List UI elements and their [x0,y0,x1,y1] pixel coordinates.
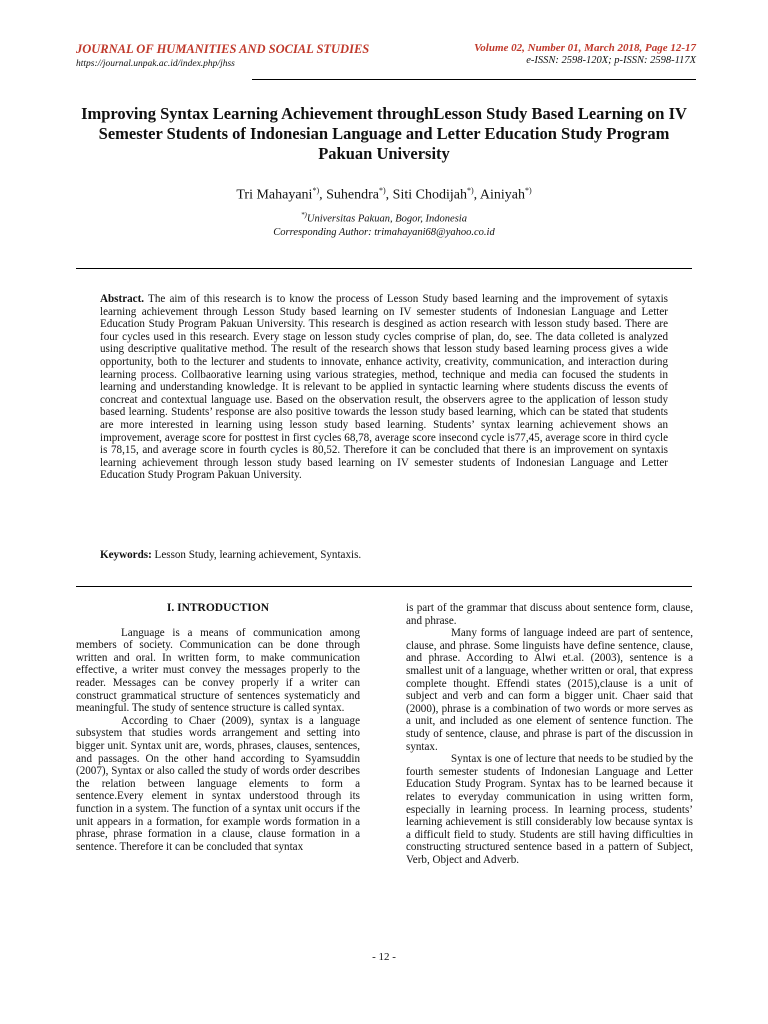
author-separator: , [473,187,480,203]
volume-info: Volume 02, Number 01, March 2018, Page 12-17 [474,42,696,54]
page-number: - 12 - [372,951,396,963]
affiliation-text: Universitas Pakuan, Bogor, Indonesia [306,213,467,225]
body-paragraph-continuation: is part of the grammar that discuss about sentence form, clause, and phrase. [406,602,693,627]
journal-header-right [474,42,696,66]
paper-title: Improving Syntax Learning Achievement throughLesson Study Based Learning on IV Semester Students of Indonesian Language and Letter Education Study Program Pakuan University [81,104,687,163]
body-paragraph: According to Chaer (2009), syntax is a language subsystem that studies words arrangement and setting into bigger unit. Syntax unit are, words, phrases, clauses, sentences, and passages. On the other hand according to Syamsuddin (2007), Syntax or also called the study of words order describes the relation between language elements to form a sentence.Every element in syntax understood through its function in a system. The function of a syntax unit occurs if the unit appears in a formation, for example words formation in a phrase, phrase formation in a clause, clause formation in a sentence. Therefore it can be concluded that syntax [76,714,360,853]
author-separator: , [319,187,327,203]
body-paragraph: Language is a means of communication among members of society. Communication can be done through written and oral. In written form, to make communication effective, a writer must convey the messages properly to the reader. Messages can be convey properly if a writer can construct grammatical structure of sentences systematicly and meaningful. The study of sentence structure is called syntax. [76,626,360,715]
affiliation-mark: *) [301,211,307,219]
right-column [406,602,693,866]
abstract-text: The aim of this research is to know the process of Lesson Study based learning and the improvement of sytaxis learning achievement through Lesson Study based learning on IV semester students of Indonesian Language and Letter Education Study Program Pakuan University. This research is desgined as action research with lesson study based. There are four cycles used in this research. Every stage on lesson study cycles comprise of plan, do, see. The data colleted is analyzed using descriptive qualitative method. The result of the research shows that lesson study based learning process gives a wide opportunity, both to the lecturer and students to innovate, enhance activity, creativity, communication, and interaction during learning process. Collbaorative learning using various strategies, method, technique and media can focused the students in learning and understanding knowledge. It is relevant to be applied in syntactic learning where students discuss the events of concreat and contextual language use. Based on the observation result, the observers agree to the application of lesson study based learning. Students’ response are also positive towards the lesson study based learning, which can be stated that students are more interested in learning using lesson study based learning. Students’ syntax learning achievement shows an improvement, average score for posttest in first cycles 68,78, average score insecond cycle is77,45, average score in third cycle is 78,15, and average score in fourth cycles is 80,52. Therefore it can be concluded that there is an improvement on syntaxis learning achievement through lesson study based learning on IV semester students of Indonesian Language and Letter Education Study Program Pakuan University. [100,293,669,482]
author-mark: *) [466,186,474,195]
abstract [100,293,668,482]
abstract-bottom-divider [76,586,692,587]
author-mark: *) [524,186,532,195]
abstract-top-divider [76,268,692,269]
body-paragraph: Many forms of language indeed are part of sentence, clause, and phrase. Some linguists have define sentence, clause, and phrase. According to Alwi et.al. (2003), sentence is a smallest unit of a language, whether written or oral, that express complete thought. Effendi states (2015),clause is a unit of subject and verb and can form a bigger unit. Chaer said that (2000), phrase is a combination of two words or more serves as a unit, and included as one element of sentence function. The study of sentence, clause, and phrase is part of the discussion in syntax. [406,627,693,753]
author-name: Ainiyah [479,187,525,203]
journal-header-left [76,42,369,69]
section-heading: I. INTRODUCTION [166,602,270,614]
header-divider [252,79,696,80]
abstract-label: Abstract. [100,293,145,305]
issn-info: e-ISSN: 2598-120X; p-ISSN: 2598-117X [526,55,696,66]
corresponding-author: Corresponding Author: trimahayani68@yahoo.co.id [273,227,495,238]
keywords-text: Lesson Study, learning achievement, Syntaxis. [154,549,362,561]
author-name: Siti Chodijah [392,187,467,203]
body-paragraph: Syntax is one of lecture that needs to be studied by the fourth semester students of Indonesian Language and Letter Education Study Program. Syntax has to be learned because it relates to everyday communication in using written form, especially in learning process. In learning process, students’ learning achievement is still considerably low because syntax is a difficult field to study. Students are still having difficulties in constructing structured sentence based in a pattern of Subject, Verb, Object and Adverb. [406,753,693,866]
author-name: Tri Mahayani [236,187,313,203]
affiliation [0,211,768,225]
keywords [100,549,668,561]
author-list [0,186,768,204]
author-mark: *) [312,186,320,195]
keywords-label: Keywords: [100,549,152,561]
left-column [76,602,360,853]
author-mark: *) [379,186,386,195]
journal-name: JOURNAL OF HUMANITIES AND SOCIAL STUDIES [76,42,370,56]
journal-url[interactable]: https://journal.unpak.ac.id/index.php/jhss [76,59,235,69]
author-separator: , [385,187,393,203]
author-name: Suhendra [326,187,379,203]
